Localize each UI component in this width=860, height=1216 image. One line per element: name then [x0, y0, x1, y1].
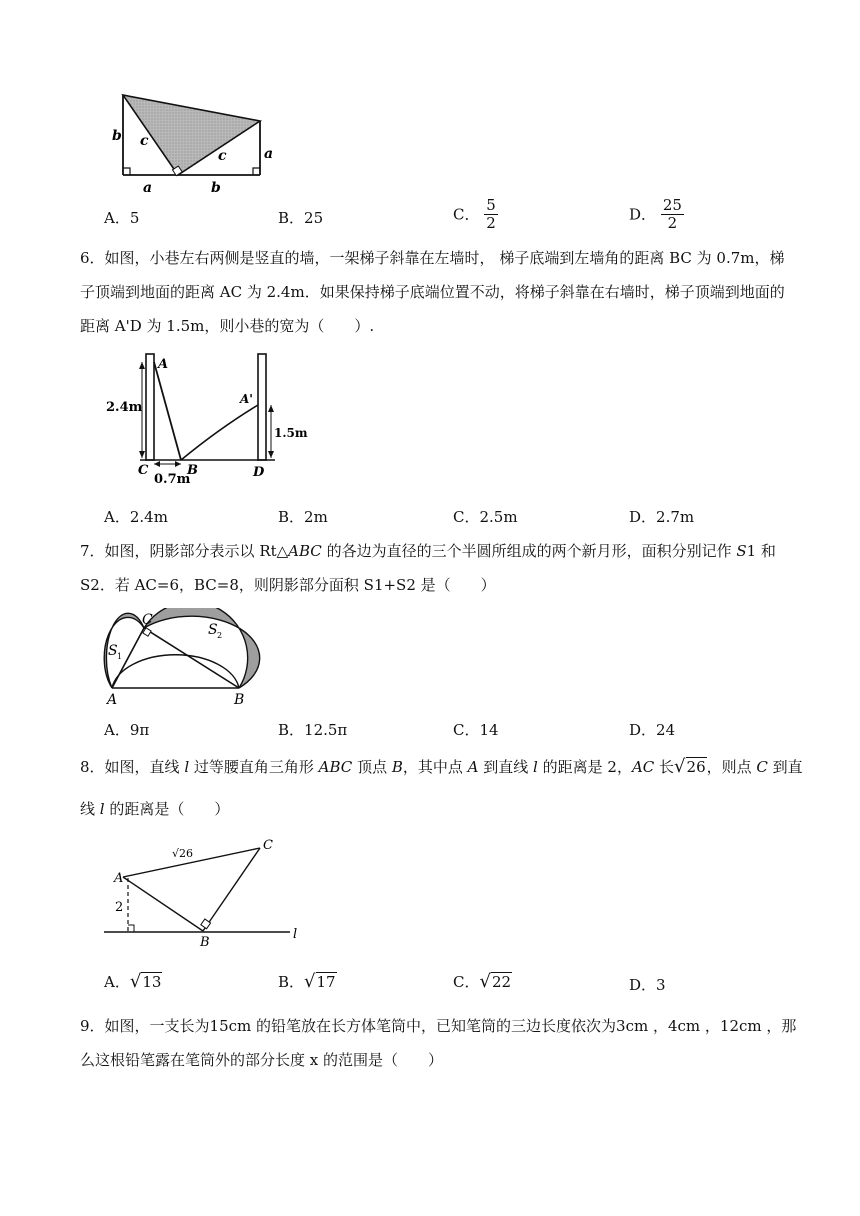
q6-label-h1: 2.4m — [106, 400, 143, 415]
q5-trapezoid-figure — [100, 88, 280, 198]
q5-option-c[interactable] — [453, 197, 498, 232]
q8-var-c: C — [756, 758, 768, 776]
q6-option-b[interactable]: B．2m — [278, 508, 328, 526]
q8-var-a: A — [467, 758, 479, 776]
q5-label-c-right: c — [218, 148, 227, 164]
q8-var-b: B — [391, 758, 403, 776]
q8-option-b-sqrt: √17 — [304, 971, 336, 992]
q9-stem-line1: 9．如图，一支长为15cm 的铅笔放在长方体笔筒中，已知笔筒的三边长度依次为3cm ，4cm ，12cm ，那 — [80, 1017, 797, 1035]
q5-option-b[interactable] — [278, 208, 323, 228]
q8-line2-pre: 线 — [80, 800, 100, 818]
q7-stem-line1-s: S — [736, 542, 747, 560]
q8-stem-line1 — [80, 756, 803, 777]
q6-label-D: D — [253, 465, 265, 480]
q5-option-c-denominator: 2 — [486, 214, 496, 232]
q7-stem-line1 — [80, 541, 796, 561]
q7-option-c[interactable]: C．14 — [453, 721, 499, 739]
q8-option-a-arg: 13 — [142, 973, 162, 991]
q7-label-S2-sub: 2 — [217, 631, 223, 640]
q8-option-d[interactable]: D．3 — [629, 976, 666, 994]
q8-label-l: l — [293, 927, 298, 942]
q7-option-a[interactable]: A．9π — [104, 721, 150, 739]
q8-var-ac: AC — [631, 758, 655, 776]
q8-text-6: 的距离是 2， — [537, 758, 632, 776]
q6-label-w: 0.7m — [154, 472, 191, 487]
q9-stem-line2: 么这根铅笔露在笔筒外的部分长度 x 的范围是（ ） — [80, 1051, 443, 1069]
q6-ladder-figure — [100, 348, 320, 488]
q8-option-c[interactable] — [453, 972, 512, 992]
q5-option-d-fraction — [661, 197, 684, 232]
q8-var-l: l — [184, 758, 190, 776]
q7-stem-line1-abc: ABC — [288, 542, 322, 560]
q5-option-c-text: C． — [453, 205, 480, 224]
q8-option-c-sqrt: √22 — [479, 971, 512, 992]
q6-label-A2: A' — [240, 392, 253, 406]
q5-option-c-fraction — [484, 197, 498, 232]
q8-sqrt-26: √26 — [674, 756, 706, 777]
q8-text-1: 8．如图，直线 — [80, 758, 185, 776]
q8-text-3: 顶点 — [352, 758, 392, 776]
q7-stem-line1-post: 1 和 — [746, 542, 776, 560]
q8-text-5: 到直线 — [478, 758, 534, 776]
q8-text-2: 过等腰直角三角形 — [189, 758, 319, 776]
q6-label-B: B — [187, 463, 198, 478]
q7-stem-line2: S2．若 AC=6，BC=8，则阴影部分面积 S1+S2 是（ ） — [80, 576, 496, 594]
q7-option-d[interactable]: D．24 — [629, 721, 676, 739]
q6-option-c[interactable]: C．2.5m — [453, 508, 518, 526]
q6-label-A: A — [158, 357, 169, 372]
q6-stem-line2: 子顶端到地面的距离 AC 为 2.4m．如果保持梯子底端位置不动，将梯子斜靠在右墙时，梯子顶端到地面的 — [80, 283, 785, 301]
q8-text-7: 长 — [654, 758, 675, 776]
q7-label-S1-sub: 1 — [117, 652, 123, 661]
q8-line2-post: 的距离是（ ） — [104, 800, 230, 818]
q8-label-A: A — [114, 871, 124, 886]
q5-option-d-text: D． — [629, 205, 657, 224]
q5-label-c-left: c — [140, 133, 149, 149]
q8-option-b-text: B． — [278, 973, 305, 991]
q7-lune-figure — [98, 608, 268, 708]
q7-label-B: B — [234, 692, 245, 708]
q7-option-b[interactable]: B．12.5π — [278, 721, 348, 739]
q8-line2-var-l: l — [99, 800, 105, 818]
q7-stem-line1-mid: 的各边为直径的三个半圆所组成的两个新月形，面积分别记作 — [321, 542, 737, 560]
q8-label-two: 2 — [115, 900, 124, 915]
q8-option-b[interactable] — [278, 972, 337, 992]
q5-option-d-numerator: 25 — [662, 196, 682, 214]
q8-option-a[interactable] — [104, 972, 162, 992]
q7-label-S2: S — [208, 622, 218, 638]
q8-var-l2: l — [533, 758, 538, 776]
q8-option-c-arg: 22 — [491, 973, 512, 991]
q8-option-b-arg: 17 — [316, 973, 336, 991]
q8-stem-line2 — [80, 799, 796, 819]
q8-triangle-figure — [100, 834, 310, 954]
q5-option-b-text: B．25 — [278, 209, 324, 227]
q8-label-sqrt26: √26 — [172, 847, 194, 860]
q5-option-a-text: A．5 — [104, 209, 140, 227]
q7-label-C: C — [142, 612, 153, 628]
q7-label-S1: S — [108, 643, 118, 659]
q8-option-a-sqrt: √13 — [129, 971, 162, 992]
q6-stem-line3: 距离 A'D 为 1.5m，则小巷的宽为（ ）. — [80, 317, 375, 335]
q5-option-c-numerator: 5 — [486, 196, 496, 214]
q8-option-a-text: A． — [104, 973, 130, 991]
q8-text-4: ，其中点 — [402, 758, 468, 776]
q5-label-b-left: b — [112, 128, 122, 144]
q5-label-b-bottom: b — [211, 180, 221, 196]
q7-stem-line1-pre: 7．如图，阴影部分表示以 Rt△ — [80, 542, 289, 560]
q8-sqrt-26-arg: 26 — [686, 758, 706, 776]
q5-option-a[interactable] — [104, 208, 139, 228]
q5-option-d[interactable] — [629, 197, 684, 232]
q5-label-a-bottom: a — [143, 180, 153, 196]
q6-option-d[interactable]: D．2.7m — [629, 508, 695, 526]
q8-text-9: 到直 — [767, 758, 803, 776]
q8-label-C: C — [263, 838, 273, 853]
q8-label-B: B — [200, 935, 210, 950]
q8-option-c-text: C． — [453, 973, 480, 991]
q6-label-C: C — [138, 463, 149, 478]
q6-stem-line1: 6．如图，小巷左右两侧是竖直的墙，一架梯子斜靠在左墙时， 梯子底端到左墙角的距离 BC 为 0.7m，梯 — [80, 249, 785, 267]
q8-var-abc: ABC — [318, 758, 353, 776]
q5-option-d-denominator: 2 — [667, 214, 678, 232]
q7-label-A: A — [107, 692, 118, 708]
q5-label-a-right: a — [264, 146, 274, 162]
q8-text-8: ，则点 — [706, 758, 757, 776]
q6-option-a[interactable]: A．2.4m — [104, 508, 168, 526]
q6-label-h2: 1.5m — [274, 426, 308, 440]
